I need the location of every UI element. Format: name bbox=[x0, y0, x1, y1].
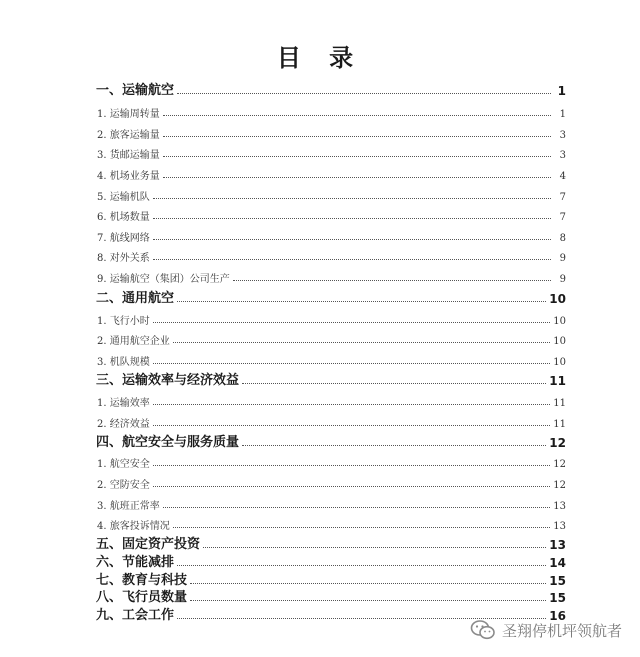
dot-leader bbox=[153, 217, 551, 219]
toc-entry-page-number: 1 bbox=[559, 109, 566, 120]
toc-entry-label: 3. 货邮运输量 bbox=[97, 150, 160, 161]
toc-entry-label: 5. 运输机队 bbox=[97, 192, 150, 203]
toc-subsection-entry bbox=[96, 102, 566, 120]
toc-entry-page-number: 11 bbox=[549, 374, 566, 388]
toc-entry-label: 1. 运输周转量 bbox=[97, 109, 160, 120]
toc-entry-page-number: 10 bbox=[553, 357, 566, 368]
toc-section-entry bbox=[96, 370, 566, 388]
toc-entry-page-number: 9 bbox=[559, 253, 566, 264]
toc-entry-page-number: 14 bbox=[549, 556, 566, 570]
toc-entry-label: 2. 经济效益 bbox=[97, 419, 150, 430]
dot-leader bbox=[190, 582, 546, 584]
toc-entry-label: 八、飞行员数量 bbox=[96, 590, 188, 605]
dot-leader bbox=[153, 362, 551, 364]
dot-leader bbox=[242, 444, 546, 446]
toc-entry-page-number: 7 bbox=[559, 192, 566, 203]
toc-entry-label: 3. 机队规模 bbox=[97, 357, 150, 368]
toc-entry-page-number: 16 bbox=[549, 609, 566, 623]
toc-subsection-entry bbox=[96, 494, 566, 512]
dot-leader bbox=[242, 382, 546, 384]
dot-leader bbox=[153, 258, 551, 260]
wechat-icon bbox=[470, 619, 496, 641]
toc-entry-label: 一、运输航空 bbox=[96, 83, 175, 98]
toc-subsection-entry bbox=[96, 350, 566, 368]
dot-leader bbox=[153, 485, 551, 487]
toc-entry-label: 二、通用航空 bbox=[96, 291, 175, 306]
toc-entry-page-number: 15 bbox=[549, 591, 566, 605]
toc-subsection-entry bbox=[96, 412, 566, 430]
toc-entry-label: 三、运输效率与经济效益 bbox=[96, 373, 240, 388]
dot-leader bbox=[163, 506, 551, 508]
toc-entry-page-number: 3 bbox=[559, 150, 566, 161]
toc-section-entry bbox=[96, 80, 566, 98]
toc-entry-page-number: 15 bbox=[549, 574, 566, 588]
toc-subsection-entry bbox=[96, 185, 566, 203]
toc-entry-label: 7. 航线网络 bbox=[97, 233, 150, 244]
toc-subsection-entry bbox=[96, 391, 566, 409]
toc-entry-label: 四、航空安全与服务质量 bbox=[96, 435, 240, 450]
dot-leader bbox=[190, 599, 546, 601]
toc-entry-page-number: 1 bbox=[557, 84, 566, 98]
toc-subsection-entry bbox=[96, 452, 566, 470]
toc-entry-label: 4. 旅客投诉情况 bbox=[97, 521, 170, 532]
dot-leader bbox=[163, 135, 551, 137]
toc-subsection-entry bbox=[96, 143, 566, 161]
toc-section-entry bbox=[96, 288, 566, 306]
dot-leader bbox=[153, 238, 551, 240]
dot-leader bbox=[163, 114, 551, 116]
dot-leader bbox=[173, 526, 551, 528]
toc-entry-page-number: 4 bbox=[559, 171, 566, 182]
toc-subsection-entry bbox=[96, 123, 566, 141]
dot-leader bbox=[163, 155, 551, 157]
toc-entry-label: 3. 航班正常率 bbox=[97, 501, 160, 512]
dot-leader bbox=[177, 564, 546, 566]
toc-entry-page-number: 11 bbox=[553, 398, 566, 409]
toc-entry-page-number: 3 bbox=[559, 130, 566, 141]
toc-subsection-entry bbox=[96, 329, 566, 347]
toc-entry-label: 2. 空防安全 bbox=[97, 480, 150, 491]
dot-leader bbox=[153, 424, 551, 426]
watermark-text: 圣翔停机坪领航者 bbox=[501, 621, 622, 640]
toc-entry-label: 2. 通用航空企业 bbox=[97, 336, 170, 347]
watermark bbox=[470, 617, 622, 643]
toc-entry-label: 2. 旅客运输量 bbox=[97, 130, 160, 141]
toc-entry-label: 1. 航空安全 bbox=[97, 459, 150, 470]
toc-entry-page-number: 13 bbox=[553, 501, 566, 512]
dot-leader bbox=[153, 321, 551, 323]
dot-leader bbox=[153, 464, 551, 466]
toc-entry-page-number: 8 bbox=[559, 233, 566, 244]
toc-entry-label: 6. 机场数量 bbox=[97, 212, 150, 223]
toc-section-entry bbox=[96, 587, 566, 605]
toc-entry-page-number: 13 bbox=[549, 538, 566, 552]
toc-entry-label: 1. 运输效率 bbox=[97, 398, 150, 409]
dot-leader bbox=[153, 403, 551, 405]
toc-entry-page-number: 13 bbox=[553, 521, 566, 532]
dot-leader bbox=[233, 279, 551, 281]
toc-entry-label: 六、节能减排 bbox=[96, 555, 175, 570]
toc-subsection-entry bbox=[96, 164, 566, 182]
page-title: 目 录 bbox=[276, 44, 364, 72]
dot-leader bbox=[173, 341, 551, 343]
toc-entry-label: 8. 对外关系 bbox=[97, 253, 150, 264]
dot-leader bbox=[153, 197, 551, 199]
toc-entry-page-number: 12 bbox=[549, 436, 566, 450]
toc-entry-page-number: 7 bbox=[559, 212, 566, 223]
toc-subsection-entry bbox=[96, 309, 566, 327]
dot-leader bbox=[163, 176, 551, 178]
dot-leader bbox=[177, 300, 546, 302]
toc-entry-page-number: 9 bbox=[559, 274, 566, 285]
toc-subsection-entry bbox=[96, 514, 566, 532]
toc-subsection-entry bbox=[96, 473, 566, 491]
toc-entry-label: 五、固定资产投资 bbox=[96, 537, 201, 552]
toc-entry-label: 4. 机场业务量 bbox=[97, 171, 160, 182]
toc-entry-label: 9. 运输航空（集团）公司生产 bbox=[97, 274, 230, 285]
toc-section-entry bbox=[96, 552, 566, 570]
toc-subsection-entry bbox=[96, 267, 566, 285]
dot-leader bbox=[203, 546, 546, 548]
toc-entry-page-number: 12 bbox=[553, 480, 566, 491]
toc-entry-page-number: 12 bbox=[553, 459, 566, 470]
toc-entry-page-number: 10 bbox=[553, 336, 566, 347]
toc-entry-label: 七、教育与科技 bbox=[96, 573, 188, 588]
toc-entry-label: 九、工会工作 bbox=[96, 608, 175, 623]
toc-section-entry bbox=[96, 534, 566, 552]
toc-subsection-entry bbox=[96, 226, 566, 244]
dot-leader bbox=[177, 92, 551, 94]
toc-subsection-entry bbox=[96, 246, 566, 264]
toc-entry-page-number: 10 bbox=[549, 292, 566, 306]
toc-subsection-entry bbox=[96, 205, 566, 223]
toc-section-entry bbox=[96, 432, 566, 450]
toc-entry-page-number: 10 bbox=[553, 316, 566, 327]
toc-entry-label: 1. 飞行小时 bbox=[97, 316, 150, 327]
toc-entry-page-number: 11 bbox=[553, 419, 566, 430]
